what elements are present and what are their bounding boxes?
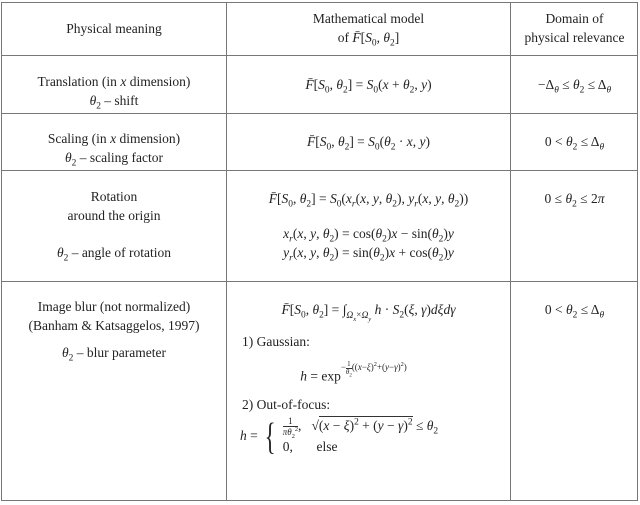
blur-domain: $0 < \theta_2 \le \Delta_\theta$ xyxy=(544,302,605,321)
row-divider xyxy=(2,170,637,171)
header-label: physical relevance xyxy=(524,30,625,45)
header-physical-meaning xyxy=(2,19,226,38)
transformations-table xyxy=(1,2,638,501)
header-label: Physical meaning xyxy=(66,21,162,36)
rotation-domain: $0 \le \theta_2 \le 2\pi$ xyxy=(544,191,605,210)
row-divider xyxy=(2,281,637,282)
out-of-focus-label: 2) Out-of-focus: xyxy=(242,396,331,412)
header-mathematical-model xyxy=(227,9,510,47)
scaling-model: $F̄[S_0$, $\theta_2] = S_0(\theta_2 \cdot x$, y) xyxy=(306,134,430,153)
row-divider xyxy=(2,55,637,56)
translation-meaning: Translation (in x dimension) $\theta_2$ – shift xyxy=(37,74,191,112)
blur-meaning: Image blur (not normalized) (Banham & Katsaggelos, 1997) $\theta_2$ – blur parameter xyxy=(28,299,200,364)
header-domain xyxy=(511,9,638,47)
rotation-meaning: Rotation around the origin $\theta_2$ – angle of rotation xyxy=(56,189,172,264)
scaling-domain: $0 < \theta_2 \le \Delta_\theta$ xyxy=(544,134,605,153)
header-label: Mathematical model xyxy=(312,11,425,26)
translation-model: $F̄[S_0$, $\theta_2] = S_0(x + \theta_2$, y) xyxy=(305,77,432,96)
header-formula: of $F̄[S_0$, $\theta_2$] xyxy=(337,30,400,49)
scaling-meaning: Scaling (in x dimension) $\theta_2$ – scaling factor xyxy=(47,131,181,169)
gaussian-label: 1) Gaussian: xyxy=(242,333,310,349)
row-divider xyxy=(2,113,637,114)
rotation-model: $F̄[S_0$, $\theta_2] = S_0(x_r(x$, y, $\theta_2$), $y_r(x$, y, $\theta_2$)) $x_r(x$, y, $\theta_2) = \cos(\theta_2)x - \sin(\theta_2)y$ $y_r(x$, y, $\theta_2) = \sin(\theta_2)x + \cos(\theta_2)y$ xyxy=(268,191,469,264)
blur-model: $F̄[S_0$, $\theta_2] = \int_{\Omega_x\times\Omega_y}$ $h \cdot S_2(\xi$, γ)dξdγ 1) Gaussian: $h = \exp^{- \frac{1}{\theta_2} ((x-\xi)^2+(y-\gamma)^2)}$ 2) Out-of-focus: h = { $\frac{1}{\pi\theta_2^2}$ , $√(x - \xi)^2 + (y - \gamma)^2 \le \theta_2$ 0, else xyxy=(227,300,510,457)
translation-domain: $-\Delta_\theta \le \theta_2 \le \Delta_\theta$ xyxy=(537,77,612,96)
header-label: Domain of xyxy=(545,11,604,26)
